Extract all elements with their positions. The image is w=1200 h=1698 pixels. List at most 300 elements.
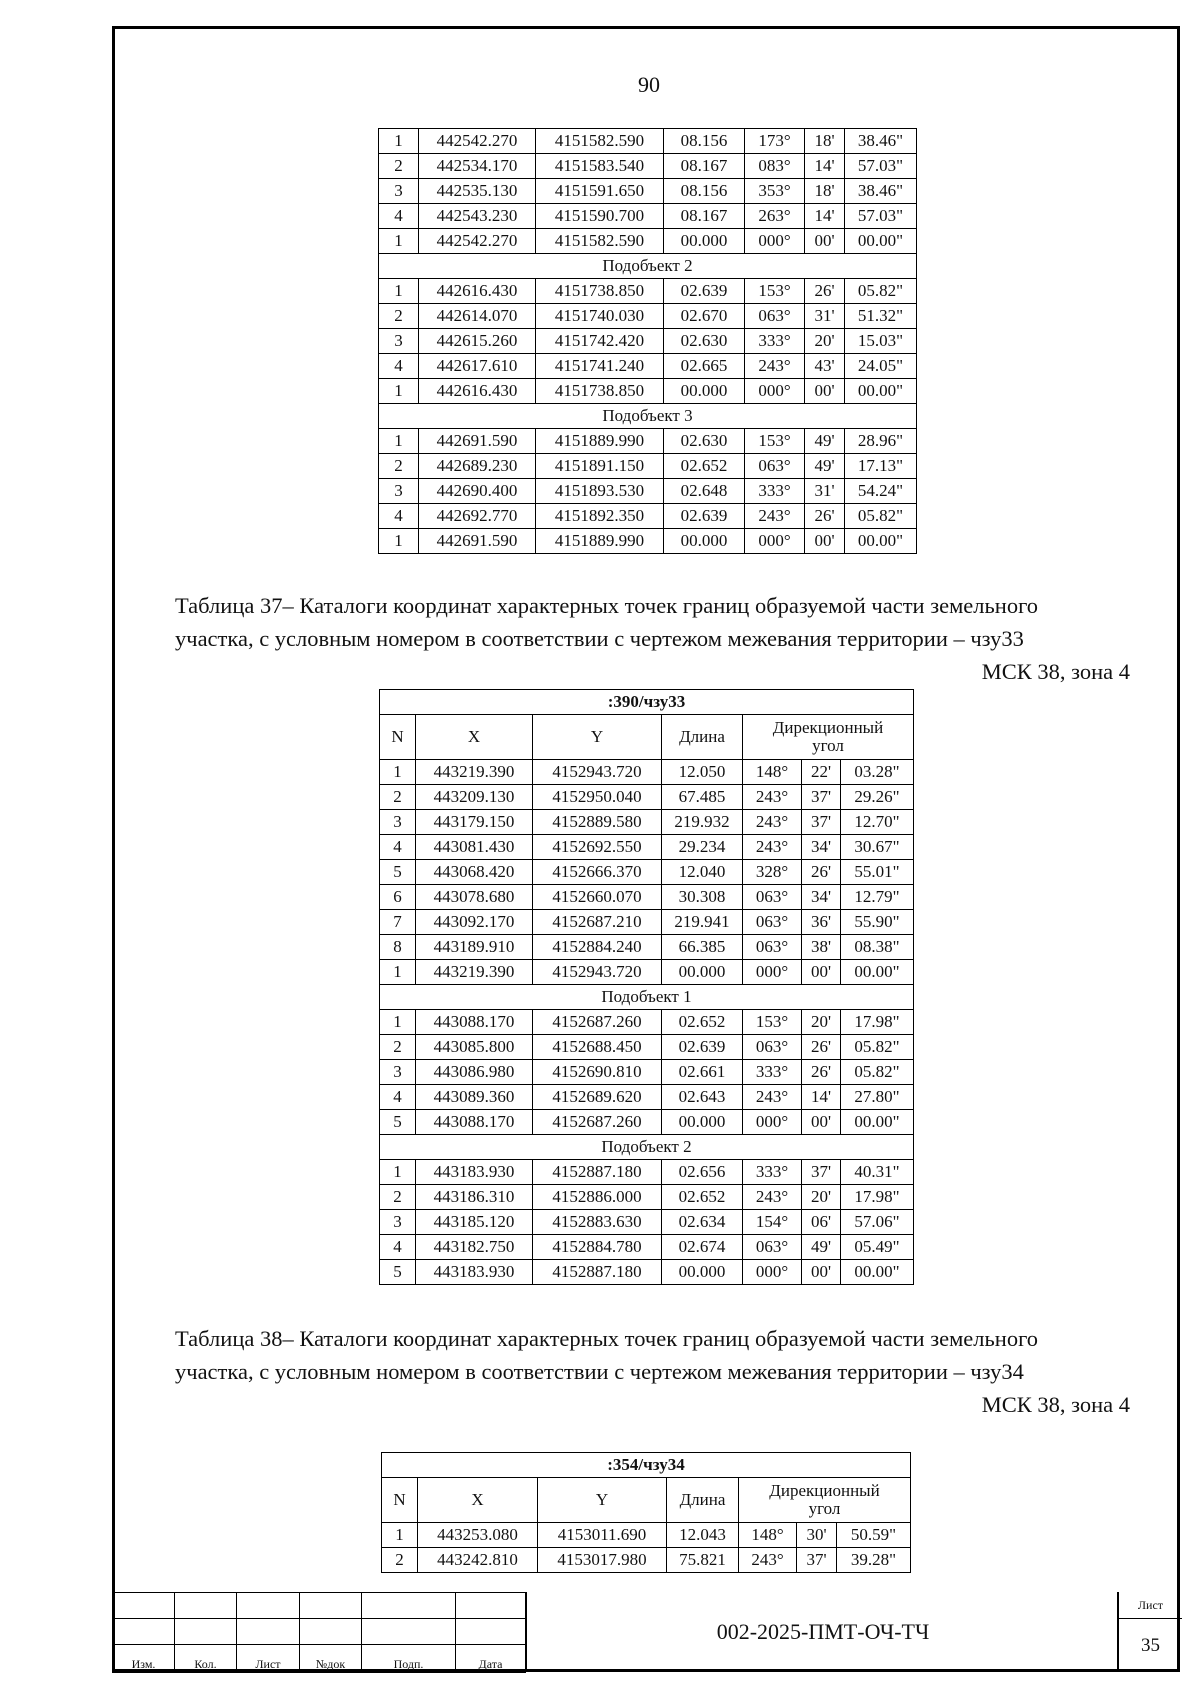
- x-cell: 443088.170: [416, 1010, 533, 1035]
- sheet-number: 35: [1141, 1635, 1160, 1656]
- point-number-cell: 4: [380, 1235, 416, 1260]
- y-cell: 4151891.150: [536, 454, 664, 479]
- table-37-caption: [175, 589, 1130, 688]
- length-cell: 02.665: [664, 354, 745, 379]
- x-cell: 442542.270: [419, 129, 536, 154]
- length-cell: 02.634: [662, 1210, 743, 1235]
- length-cell: 02.639: [664, 504, 745, 529]
- table-row: [379, 204, 917, 229]
- minutes-cell: 43': [805, 354, 845, 379]
- seconds-cell: 17.98": [841, 1185, 914, 1210]
- table-row: [379, 179, 917, 204]
- title-block: [112, 1592, 1180, 1672]
- point-number-cell: 4: [379, 354, 419, 379]
- length-cell: 02.643: [662, 1085, 743, 1110]
- length-cell: 219.941: [662, 910, 743, 935]
- x-cell: 443078.680: [416, 885, 533, 910]
- column-x: X: [418, 1478, 538, 1523]
- seconds-cell: 17.13": [845, 454, 917, 479]
- minutes-cell: 26': [805, 279, 845, 304]
- degrees-cell: 063°: [743, 885, 802, 910]
- x-cell: 443253.080: [418, 1523, 538, 1548]
- stamp-label: Изм.: [113, 1645, 175, 1673]
- point-number-cell: 3: [379, 479, 419, 504]
- subobject-label: Подобъект 1: [380, 985, 914, 1010]
- y-cell: 4151738.850: [536, 379, 664, 404]
- y-cell: 4152943.720: [533, 960, 662, 985]
- degrees-cell: 063°: [743, 1235, 802, 1260]
- stamp-label: Дата: [456, 1645, 526, 1673]
- table-row: [379, 154, 917, 179]
- point-number-cell: 2: [380, 1185, 416, 1210]
- seconds-cell: 27.80": [841, 1085, 914, 1110]
- x-cell: 443209.130: [416, 785, 533, 810]
- seconds-cell: 57.06": [841, 1210, 914, 1235]
- seconds-cell: 05.49": [841, 1235, 914, 1260]
- y-cell: 4151582.590: [536, 229, 664, 254]
- length-cell: 08.156: [664, 179, 745, 204]
- length-cell: 02.652: [662, 1010, 743, 1035]
- table-row: [379, 279, 917, 304]
- column-y: Y: [538, 1478, 667, 1523]
- point-number-cell: 5: [380, 1260, 416, 1285]
- y-cell: 4152687.210: [533, 910, 662, 935]
- degrees-cell: 063°: [745, 304, 805, 329]
- seconds-cell: 29.26": [841, 785, 914, 810]
- stamp-label: Лист: [237, 1645, 300, 1673]
- degrees-cell: 328°: [743, 860, 802, 885]
- table-row: [382, 1523, 911, 1548]
- point-number-cell: 6: [380, 885, 416, 910]
- seconds-cell: 15.03": [845, 329, 917, 354]
- degrees-cell: 000°: [745, 529, 805, 554]
- seconds-cell: 12.79": [841, 885, 914, 910]
- table-header: :390/чзу33: [380, 690, 914, 715]
- x-cell: 443182.750: [416, 1235, 533, 1260]
- x-cell: 443089.360: [416, 1085, 533, 1110]
- seconds-cell: 00.00": [845, 379, 917, 404]
- length-cell: 66.385: [662, 935, 743, 960]
- seconds-cell: 05.82": [845, 504, 917, 529]
- table-row: [379, 329, 917, 354]
- point-number-cell: 1: [380, 760, 416, 785]
- y-cell: 4152889.580: [533, 810, 662, 835]
- coordinates-table-continued: [378, 128, 917, 554]
- point-number-cell: 3: [380, 810, 416, 835]
- x-cell: 443179.150: [416, 810, 533, 835]
- length-cell: 02.639: [664, 279, 745, 304]
- length-cell: 02.674: [662, 1235, 743, 1260]
- x-cell: 442690.400: [419, 479, 536, 504]
- stamp-label: Подп.: [362, 1645, 456, 1673]
- length-cell: 02.652: [662, 1185, 743, 1210]
- page-number: 90: [638, 72, 660, 97]
- length-cell: 00.000: [662, 960, 743, 985]
- minutes-cell: 00': [805, 529, 845, 554]
- point-number-cell: 1: [380, 1010, 416, 1035]
- point-number-cell: 2: [380, 785, 416, 810]
- table-row: [380, 1210, 914, 1235]
- point-number-cell: 1: [382, 1523, 418, 1548]
- y-cell: 4152688.450: [533, 1035, 662, 1060]
- point-number-cell: 2: [382, 1548, 418, 1573]
- minutes-cell: 00': [802, 960, 841, 985]
- seconds-cell: 00.00": [845, 229, 917, 254]
- x-cell: 443092.170: [416, 910, 533, 935]
- minutes-cell: 00': [802, 1260, 841, 1285]
- seconds-cell: 28.96": [845, 429, 917, 454]
- minutes-cell: 00': [802, 1110, 841, 1135]
- seconds-cell: 54.24": [845, 479, 917, 504]
- minutes-cell: 26': [805, 504, 845, 529]
- table-row: [380, 885, 914, 910]
- degrees-cell: 243°: [739, 1548, 797, 1573]
- seconds-cell: 38.46": [845, 129, 917, 154]
- length-cell: 02.630: [664, 329, 745, 354]
- document-code: [525, 1592, 1119, 1672]
- table-row: [379, 529, 917, 554]
- y-cell: 4152884.240: [533, 935, 662, 960]
- table-row: [380, 1085, 914, 1110]
- degrees-cell: 333°: [745, 479, 805, 504]
- seconds-cell: 57.03": [845, 154, 917, 179]
- minutes-cell: 20': [805, 329, 845, 354]
- y-cell: 4153017.980: [538, 1548, 667, 1573]
- table-row: [380, 860, 914, 885]
- y-cell: 4152689.620: [533, 1085, 662, 1110]
- sheet-label: Лист: [1119, 1592, 1182, 1619]
- length-cell: 12.043: [667, 1523, 739, 1548]
- seconds-cell: 38.46": [845, 179, 917, 204]
- point-number-cell: 1: [379, 429, 419, 454]
- table-row: [380, 785, 914, 810]
- x-cell: 443242.810: [418, 1548, 538, 1573]
- x-cell: 443185.120: [416, 1210, 533, 1235]
- length-cell: 02.648: [664, 479, 745, 504]
- table-row: [379, 229, 917, 254]
- seconds-cell: 30.67": [841, 835, 914, 860]
- point-number-cell: 1: [379, 379, 419, 404]
- sheet-box: [1117, 1592, 1182, 1672]
- x-cell: 443088.170: [416, 1110, 533, 1135]
- point-number-cell: 1: [379, 229, 419, 254]
- seconds-cell: 00.00": [841, 1260, 914, 1285]
- table-row: [380, 1160, 914, 1185]
- minutes-cell: 14': [802, 1085, 841, 1110]
- table-38-caption: [175, 1322, 1130, 1421]
- subobject-row: [379, 254, 917, 279]
- minutes-cell: 37': [797, 1548, 837, 1573]
- y-cell: 4152687.260: [533, 1010, 662, 1035]
- seconds-cell: 00.00": [845, 529, 917, 554]
- x-cell: 443183.930: [416, 1160, 533, 1185]
- x-cell: 443085.800: [416, 1035, 533, 1060]
- point-number-cell: 3: [379, 179, 419, 204]
- seconds-cell: 05.82": [845, 279, 917, 304]
- degrees-cell: 154°: [743, 1210, 802, 1235]
- revision-grid: [112, 1592, 526, 1673]
- minutes-cell: 49': [802, 1235, 841, 1260]
- x-cell: 442689.230: [419, 454, 536, 479]
- crs-label: МСК 38, зона 4: [981, 1392, 1130, 1417]
- column-n: N: [382, 1478, 418, 1523]
- column-length: Длина: [667, 1478, 739, 1523]
- length-cell: 02.661: [662, 1060, 743, 1085]
- y-cell: 4152883.630: [533, 1210, 662, 1235]
- table-row: [380, 835, 914, 860]
- seconds-cell: 40.31": [841, 1160, 914, 1185]
- minutes-cell: 37': [802, 785, 841, 810]
- x-cell: 442691.590: [419, 529, 536, 554]
- table-row: [379, 479, 917, 504]
- minutes-cell: 31': [805, 304, 845, 329]
- point-number-cell: 5: [380, 1110, 416, 1135]
- column-n: N: [380, 715, 416, 760]
- degrees-cell: 148°: [739, 1523, 797, 1548]
- point-number-cell: 4: [379, 504, 419, 529]
- seconds-cell: 55.90": [841, 910, 914, 935]
- document-code-text: 002-2025-ПМТ-ОЧ-ТЧ: [716, 1619, 930, 1644]
- column-angle: Дирекционный угол: [739, 1478, 911, 1523]
- length-cell: 02.656: [662, 1160, 743, 1185]
- seconds-cell: 24.05": [845, 354, 917, 379]
- degrees-cell: 243°: [743, 835, 802, 860]
- point-number-cell: 1: [380, 1160, 416, 1185]
- column-length: Длина: [662, 715, 743, 760]
- degrees-cell: 333°: [743, 1060, 802, 1085]
- length-cell: 08.167: [664, 154, 745, 179]
- length-cell: 02.639: [662, 1035, 743, 1060]
- length-cell: 00.000: [664, 379, 745, 404]
- x-cell: 443086.980: [416, 1060, 533, 1085]
- x-cell: 442692.770: [419, 504, 536, 529]
- x-cell: 442534.170: [419, 154, 536, 179]
- y-cell: 4152666.370: [533, 860, 662, 885]
- length-cell: 02.630: [664, 429, 745, 454]
- point-number-cell: 1: [379, 129, 419, 154]
- subobject-label: Подобъект 2: [380, 1135, 914, 1160]
- table-row: [379, 504, 917, 529]
- length-cell: 67.485: [662, 785, 743, 810]
- y-cell: 4151742.420: [536, 329, 664, 354]
- degrees-cell: 063°: [743, 935, 802, 960]
- table-row: [380, 1185, 914, 1210]
- point-number-cell: 3: [379, 329, 419, 354]
- y-cell: 4152687.260: [533, 1110, 662, 1135]
- length-cell: 12.040: [662, 860, 743, 885]
- length-cell: 30.308: [662, 885, 743, 910]
- minutes-cell: 00': [805, 229, 845, 254]
- seconds-cell: 51.32": [845, 304, 917, 329]
- x-cell: 443186.310: [416, 1185, 533, 1210]
- subobject-row: [379, 404, 917, 429]
- degrees-cell: 153°: [745, 279, 805, 304]
- x-cell: 442615.260: [419, 329, 536, 354]
- caption-line: участка, с условным номером в соответствии с чертежом межевания территории – чзу33: [175, 626, 1024, 651]
- seconds-cell: 08.38": [841, 935, 914, 960]
- degrees-cell: 000°: [743, 960, 802, 985]
- degrees-cell: 000°: [745, 229, 805, 254]
- table-row: [380, 810, 914, 835]
- length-cell: 29.234: [662, 835, 743, 860]
- table-row: [379, 454, 917, 479]
- subobject-row: [380, 1135, 914, 1160]
- minutes-cell: 36': [802, 910, 841, 935]
- minutes-cell: 14': [805, 204, 845, 229]
- x-cell: 442616.430: [419, 279, 536, 304]
- minutes-cell: 37': [802, 810, 841, 835]
- degrees-cell: 243°: [743, 810, 802, 835]
- y-cell: 4152690.810: [533, 1060, 662, 1085]
- seconds-cell: 00.00": [841, 960, 914, 985]
- minutes-cell: 31': [805, 479, 845, 504]
- x-cell: 443219.390: [416, 960, 533, 985]
- minutes-cell: 20': [802, 1185, 841, 1210]
- length-cell: 12.050: [662, 760, 743, 785]
- x-cell: 443068.420: [416, 860, 533, 885]
- y-cell: 4151889.990: [536, 429, 664, 454]
- table-row: [379, 304, 917, 329]
- y-cell: 4152943.720: [533, 760, 662, 785]
- table-row: [380, 1110, 914, 1135]
- y-cell: 4152887.180: [533, 1260, 662, 1285]
- length-cell: 08.167: [664, 204, 745, 229]
- minutes-cell: 34': [802, 835, 841, 860]
- degrees-cell: 243°: [743, 785, 802, 810]
- seconds-cell: 39.28": [837, 1548, 911, 1573]
- y-cell: 4152887.180: [533, 1160, 662, 1185]
- y-cell: 4153011.690: [538, 1523, 667, 1548]
- length-cell: 00.000: [664, 529, 745, 554]
- degrees-cell: 243°: [743, 1185, 802, 1210]
- table-row: [379, 354, 917, 379]
- table-header: :354/чзу34: [382, 1453, 911, 1478]
- caption-line: Таблица 38– Каталоги координат характерных точек границ образуемой части земельного: [175, 1326, 1038, 1351]
- length-cell: 08.156: [664, 129, 745, 154]
- length-cell: 02.652: [664, 454, 745, 479]
- x-cell: 443183.930: [416, 1260, 533, 1285]
- table-row: [380, 1010, 914, 1035]
- table-row: [380, 760, 914, 785]
- point-number-cell: 1: [380, 960, 416, 985]
- point-number-cell: 2: [379, 154, 419, 179]
- point-number-cell: 4: [380, 835, 416, 860]
- x-cell: 442616.430: [419, 379, 536, 404]
- minutes-cell: 34': [802, 885, 841, 910]
- length-cell: 75.821: [667, 1548, 739, 1573]
- y-cell: 4152886.000: [533, 1185, 662, 1210]
- x-cell: 442542.270: [419, 229, 536, 254]
- crs-label: МСК 38, зона 4: [981, 659, 1130, 684]
- degrees-cell: 243°: [743, 1085, 802, 1110]
- degrees-cell: 063°: [745, 454, 805, 479]
- column-y: Y: [533, 715, 662, 760]
- minutes-cell: 30': [797, 1523, 837, 1548]
- y-cell: 4152660.070: [533, 885, 662, 910]
- y-cell: 4151590.700: [536, 204, 664, 229]
- point-number-cell: 4: [379, 204, 419, 229]
- y-cell: 4151738.850: [536, 279, 664, 304]
- seconds-cell: 03.28": [841, 760, 914, 785]
- y-cell: 4151889.990: [536, 529, 664, 554]
- point-number-cell: 4: [380, 1085, 416, 1110]
- seconds-cell: 00.00": [841, 1110, 914, 1135]
- degrees-cell: 263°: [745, 204, 805, 229]
- point-number-cell: 2: [379, 454, 419, 479]
- coordinates-table-38: [381, 1452, 911, 1573]
- table-row: [380, 910, 914, 935]
- degrees-cell: 333°: [743, 1160, 802, 1185]
- point-number-cell: 1: [379, 279, 419, 304]
- table-row: [380, 935, 914, 960]
- table-row: [379, 379, 917, 404]
- table-row: [379, 429, 917, 454]
- length-cell: 219.932: [662, 810, 743, 835]
- minutes-cell: 49': [805, 454, 845, 479]
- point-number-cell: 2: [380, 1035, 416, 1060]
- x-cell: 443081.430: [416, 835, 533, 860]
- minutes-cell: 00': [805, 379, 845, 404]
- point-number-cell: 3: [380, 1210, 416, 1235]
- x-cell: 442614.070: [419, 304, 536, 329]
- subobject-row: [380, 985, 914, 1010]
- point-number-cell: 5: [380, 860, 416, 885]
- stamp-label: Кол.: [175, 1645, 237, 1673]
- length-cell: 02.670: [664, 304, 745, 329]
- column-angle: Дирекционный угол: [743, 715, 914, 760]
- degrees-cell: 333°: [745, 329, 805, 354]
- x-cell: 442617.610: [419, 354, 536, 379]
- seconds-cell: 05.82": [841, 1035, 914, 1060]
- minutes-cell: 20': [802, 1010, 841, 1035]
- point-number-cell: 8: [380, 935, 416, 960]
- coordinates-table-37: [379, 689, 914, 1285]
- minutes-cell: 06': [802, 1210, 841, 1235]
- y-cell: 4151582.590: [536, 129, 664, 154]
- y-cell: 4152692.550: [533, 835, 662, 860]
- y-cell: 4151741.240: [536, 354, 664, 379]
- table-row: [379, 129, 917, 154]
- seconds-cell: 55.01": [841, 860, 914, 885]
- y-cell: 4151591.650: [536, 179, 664, 204]
- degrees-cell: 000°: [743, 1110, 802, 1135]
- degrees-cell: 243°: [745, 504, 805, 529]
- point-number-cell: 7: [380, 910, 416, 935]
- y-cell: 4151740.030: [536, 304, 664, 329]
- seconds-cell: 50.59": [837, 1523, 911, 1548]
- x-cell: 442535.130: [419, 179, 536, 204]
- minutes-cell: 49': [805, 429, 845, 454]
- minutes-cell: 38': [802, 935, 841, 960]
- point-number-cell: 2: [379, 304, 419, 329]
- subobject-label: Подобъект 2: [379, 254, 917, 279]
- degrees-cell: 243°: [745, 354, 805, 379]
- degrees-cell: 353°: [745, 179, 805, 204]
- seconds-cell: 05.82": [841, 1060, 914, 1085]
- degrees-cell: 000°: [745, 379, 805, 404]
- table-row: [380, 1235, 914, 1260]
- y-cell: 4151583.540: [536, 154, 664, 179]
- length-cell: 00.000: [664, 229, 745, 254]
- y-cell: 4151893.530: [536, 479, 664, 504]
- x-cell: 443189.910: [416, 935, 533, 960]
- degrees-cell: 063°: [743, 910, 802, 935]
- table-row: [380, 960, 914, 985]
- seconds-cell: 17.98": [841, 1010, 914, 1035]
- y-cell: 4152884.780: [533, 1235, 662, 1260]
- y-cell: 4152950.040: [533, 785, 662, 810]
- minutes-cell: 14': [805, 154, 845, 179]
